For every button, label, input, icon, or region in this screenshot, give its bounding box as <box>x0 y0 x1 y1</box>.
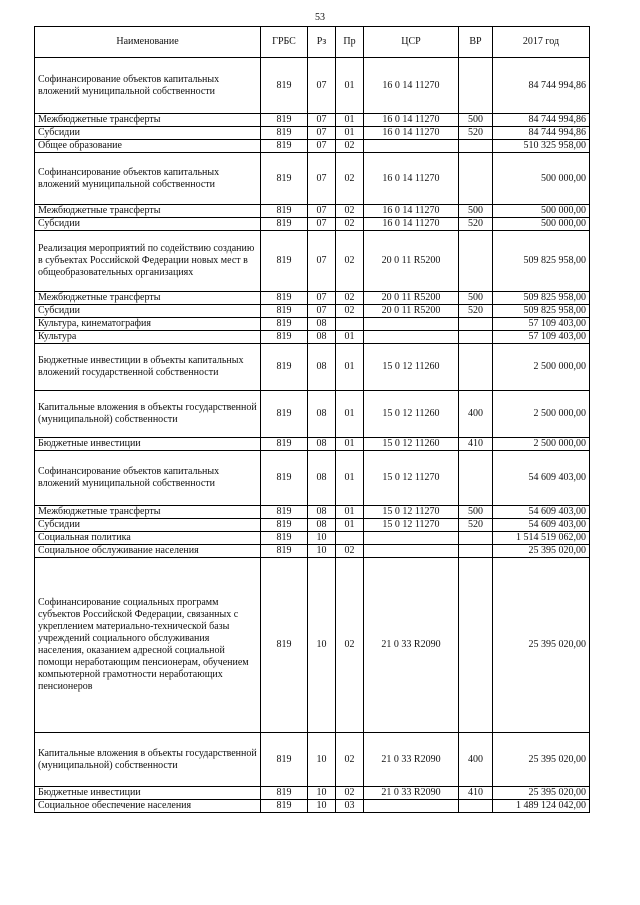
row-vr: 500 <box>459 292 493 305</box>
row-rz: 08 <box>308 519 336 532</box>
header-csr: ЦСР <box>364 27 459 58</box>
row-pr: 01 <box>336 127 364 140</box>
row-name: Социальная политика <box>35 532 261 545</box>
row-grbs: 819 <box>261 545 308 558</box>
row-pr: 03 <box>336 800 364 813</box>
table-row <box>35 558 590 733</box>
row-csr <box>364 532 459 545</box>
row-grbs: 819 <box>261 292 308 305</box>
row-pr: 01 <box>336 331 364 344</box>
header-pr: Пр <box>336 27 364 58</box>
row-csr: 15 0 12 11270 <box>364 506 459 519</box>
table-row <box>35 205 590 218</box>
row-rz: 08 <box>308 344 336 391</box>
row-rz: 08 <box>308 391 336 438</box>
row-rz: 07 <box>308 140 336 153</box>
table-row <box>35 391 590 438</box>
row-pr: 02 <box>336 140 364 153</box>
row-grbs: 819 <box>261 344 308 391</box>
row-rz: 08 <box>308 331 336 344</box>
row-name: Субсидии <box>35 305 261 318</box>
row-vr <box>459 58 493 114</box>
row-vr: 400 <box>459 733 493 787</box>
row-name: Софинансирование социальных программ субъектов Российской Федерации, связанных с укреплением материально-технической базы учреждений социального обслуживания населения, оказанием адресной социальной помощи неработающим пенсионерам, обучением компьютерной грамотности неработающих пенсионеров <box>35 558 261 733</box>
row-vr <box>459 140 493 153</box>
page-number: 53 <box>315 12 325 23</box>
row-sum: 500 000,00 <box>493 153 590 205</box>
row-vr <box>459 153 493 205</box>
header-rz: Рз <box>308 27 336 58</box>
row-sum: 84 744 994,86 <box>493 127 590 140</box>
row-name: Софинансирование объектов капитальных вложений муниципальной собственности <box>35 451 261 506</box>
row-name: Бюджетные инвестиции <box>35 438 261 451</box>
row-grbs: 819 <box>261 506 308 519</box>
row-csr <box>364 331 459 344</box>
row-name: Бюджетные инвестиции <box>35 787 261 800</box>
row-pr: 01 <box>336 344 364 391</box>
row-sum: 84 744 994,86 <box>493 114 590 127</box>
row-name: Капитальные вложения в объекты государственной (муниципальной) собственности <box>35 733 261 787</box>
row-grbs: 819 <box>261 305 308 318</box>
row-vr <box>459 331 493 344</box>
row-csr: 16 0 14 11270 <box>364 58 459 114</box>
table-row <box>35 231 590 292</box>
row-name: Межбюджетные трансферты <box>35 205 261 218</box>
row-csr: 15 0 12 11270 <box>364 451 459 506</box>
row-csr: 15 0 12 11270 <box>364 519 459 532</box>
row-name: Капитальные вложения в объекты государственной (муниципальной) собственности <box>35 391 261 438</box>
row-vr: 520 <box>459 127 493 140</box>
table-row <box>35 305 590 318</box>
table-row <box>35 787 590 800</box>
row-pr: 02 <box>336 231 364 292</box>
row-rz: 10 <box>308 800 336 813</box>
row-csr: 21 0 33 R2090 <box>364 558 459 733</box>
row-sum: 510 325 958,00 <box>493 140 590 153</box>
header-vr: ВР <box>459 27 493 58</box>
row-csr: 15 0 12 11260 <box>364 344 459 391</box>
table-row <box>35 58 590 114</box>
row-csr: 16 0 14 11270 <box>364 153 459 205</box>
table-row <box>35 292 590 305</box>
row-csr: 21 0 33 R2090 <box>364 787 459 800</box>
row-rz: 10 <box>308 733 336 787</box>
row-rz: 07 <box>308 231 336 292</box>
header-name: Наименование <box>35 27 261 58</box>
row-sum: 25 395 020,00 <box>493 545 590 558</box>
row-pr: 02 <box>336 558 364 733</box>
row-sum: 84 744 994,86 <box>493 58 590 114</box>
table-row <box>35 344 590 391</box>
row-vr: 500 <box>459 506 493 519</box>
row-csr: 20 0 11 R5200 <box>364 305 459 318</box>
row-grbs: 819 <box>261 451 308 506</box>
row-name: Реализация мероприятий по содействию созданию в субъектах Российской Федерации новых мест в общеобразовательных организациях <box>35 231 261 292</box>
row-rz: 07 <box>308 305 336 318</box>
row-rz: 08 <box>308 451 336 506</box>
header-grbs: ГРБС <box>261 27 308 58</box>
row-sum: 2 500 000,00 <box>493 344 590 391</box>
row-sum: 54 609 403,00 <box>493 519 590 532</box>
row-grbs: 819 <box>261 58 308 114</box>
row-pr: 02 <box>336 205 364 218</box>
row-rz: 07 <box>308 114 336 127</box>
row-name: Социальное обеспечение населения <box>35 800 261 813</box>
row-pr: 01 <box>336 58 364 114</box>
row-grbs: 819 <box>261 140 308 153</box>
row-pr: 02 <box>336 545 364 558</box>
row-sum: 500 000,00 <box>493 218 590 231</box>
row-csr: 15 0 12 11260 <box>364 391 459 438</box>
row-vr: 520 <box>459 218 493 231</box>
row-pr: 01 <box>336 451 364 506</box>
row-name: Межбюджетные трансферты <box>35 292 261 305</box>
row-rz: 07 <box>308 127 336 140</box>
row-vr <box>459 532 493 545</box>
row-sum: 25 395 020,00 <box>493 733 590 787</box>
table-row <box>35 114 590 127</box>
row-csr: 16 0 14 11270 <box>364 114 459 127</box>
row-rz: 07 <box>308 218 336 231</box>
row-name: Субсидии <box>35 519 261 532</box>
row-grbs: 819 <box>261 127 308 140</box>
row-grbs: 819 <box>261 331 308 344</box>
row-sum: 25 395 020,00 <box>493 787 590 800</box>
row-name: Софинансирование объектов капитальных вложений муниципальной собственности <box>35 153 261 205</box>
row-pr: 01 <box>336 506 364 519</box>
row-name: Межбюджетные трансферты <box>35 114 261 127</box>
row-grbs: 819 <box>261 218 308 231</box>
row-rz: 07 <box>308 58 336 114</box>
row-csr: 21 0 33 R2090 <box>364 733 459 787</box>
row-pr <box>336 532 364 545</box>
row-csr: 20 0 11 R5200 <box>364 292 459 305</box>
row-sum: 57 109 403,00 <box>493 331 590 344</box>
row-rz: 10 <box>308 545 336 558</box>
table-row <box>35 800 590 813</box>
row-vr <box>459 318 493 331</box>
row-sum: 1 489 124 042,00 <box>493 800 590 813</box>
row-pr: 01 <box>336 519 364 532</box>
row-grbs: 819 <box>261 205 308 218</box>
table-row <box>35 318 590 331</box>
row-grbs: 819 <box>261 114 308 127</box>
table-row <box>35 506 590 519</box>
row-pr: 02 <box>336 733 364 787</box>
row-rz: 10 <box>308 532 336 545</box>
table-row <box>35 218 590 231</box>
table-row <box>35 331 590 344</box>
table-row <box>35 140 590 153</box>
row-csr <box>364 140 459 153</box>
row-pr: 01 <box>336 438 364 451</box>
row-pr: 01 <box>336 391 364 438</box>
row-vr <box>459 231 493 292</box>
row-pr <box>336 318 364 331</box>
row-csr <box>364 800 459 813</box>
row-rz: 10 <box>308 787 336 800</box>
row-rz: 07 <box>308 153 336 205</box>
row-csr: 16 0 14 11270 <box>364 127 459 140</box>
header-row <box>35 27 590 58</box>
row-grbs: 819 <box>261 532 308 545</box>
row-name: Бюджетные инвестиции в объекты капитальных вложений государственной собственности <box>35 344 261 391</box>
row-vr: 500 <box>459 114 493 127</box>
row-grbs: 819 <box>261 800 308 813</box>
row-vr <box>459 344 493 391</box>
row-pr: 02 <box>336 787 364 800</box>
row-rz: 08 <box>308 438 336 451</box>
row-sum: 509 825 958,00 <box>493 292 590 305</box>
row-grbs: 819 <box>261 438 308 451</box>
row-rz: 08 <box>308 506 336 519</box>
row-csr <box>364 318 459 331</box>
row-vr: 520 <box>459 519 493 532</box>
row-csr: 15 0 12 11260 <box>364 438 459 451</box>
row-sum: 509 825 958,00 <box>493 305 590 318</box>
row-name: Культура, кинематография <box>35 318 261 331</box>
row-vr <box>459 451 493 506</box>
row-sum: 57 109 403,00 <box>493 318 590 331</box>
row-vr: 500 <box>459 205 493 218</box>
row-name: Социальное обслуживание населения <box>35 545 261 558</box>
row-grbs: 819 <box>261 153 308 205</box>
row-name: Субсидии <box>35 218 261 231</box>
row-csr <box>364 545 459 558</box>
row-sum: 1 514 519 062,00 <box>493 532 590 545</box>
row-pr: 01 <box>336 114 364 127</box>
table-row <box>35 519 590 532</box>
table-row <box>35 438 590 451</box>
header-year: 2017 год <box>493 27 590 58</box>
row-vr <box>459 558 493 733</box>
row-grbs: 819 <box>261 318 308 331</box>
row-vr: 520 <box>459 305 493 318</box>
row-name: Субсидии <box>35 127 261 140</box>
row-vr <box>459 545 493 558</box>
row-pr: 02 <box>336 153 364 205</box>
row-name: Общее образование <box>35 140 261 153</box>
row-rz: 07 <box>308 292 336 305</box>
row-rz: 10 <box>308 558 336 733</box>
row-sum: 2 500 000,00 <box>493 391 590 438</box>
row-pr: 02 <box>336 292 364 305</box>
row-vr <box>459 800 493 813</box>
row-sum: 25 395 020,00 <box>493 558 590 733</box>
budget-table <box>34 26 590 813</box>
row-pr: 02 <box>336 305 364 318</box>
row-name: Софинансирование объектов капитальных вложений муниципальной собственности <box>35 58 261 114</box>
row-name: Культура <box>35 331 261 344</box>
row-grbs: 819 <box>261 519 308 532</box>
row-sum: 54 609 403,00 <box>493 451 590 506</box>
row-grbs: 819 <box>261 733 308 787</box>
row-name: Межбюджетные трансферты <box>35 506 261 519</box>
row-vr: 410 <box>459 787 493 800</box>
table-row <box>35 545 590 558</box>
row-grbs: 819 <box>261 391 308 438</box>
row-vr: 410 <box>459 438 493 451</box>
row-grbs: 819 <box>261 558 308 733</box>
row-csr: 16 0 14 11270 <box>364 205 459 218</box>
table-row <box>35 153 590 205</box>
table-row <box>35 451 590 506</box>
row-vr: 400 <box>459 391 493 438</box>
row-sum: 2 500 000,00 <box>493 438 590 451</box>
row-sum: 509 825 958,00 <box>493 231 590 292</box>
table-row <box>35 127 590 140</box>
row-sum: 500 000,00 <box>493 205 590 218</box>
row-grbs: 819 <box>261 787 308 800</box>
table-row <box>35 733 590 787</box>
row-grbs: 819 <box>261 231 308 292</box>
row-sum: 54 609 403,00 <box>493 506 590 519</box>
row-rz: 07 <box>308 205 336 218</box>
table-row <box>35 532 590 545</box>
row-csr: 16 0 14 11270 <box>364 218 459 231</box>
row-rz: 08 <box>308 318 336 331</box>
row-pr: 02 <box>336 218 364 231</box>
row-csr: 20 0 11 R5200 <box>364 231 459 292</box>
